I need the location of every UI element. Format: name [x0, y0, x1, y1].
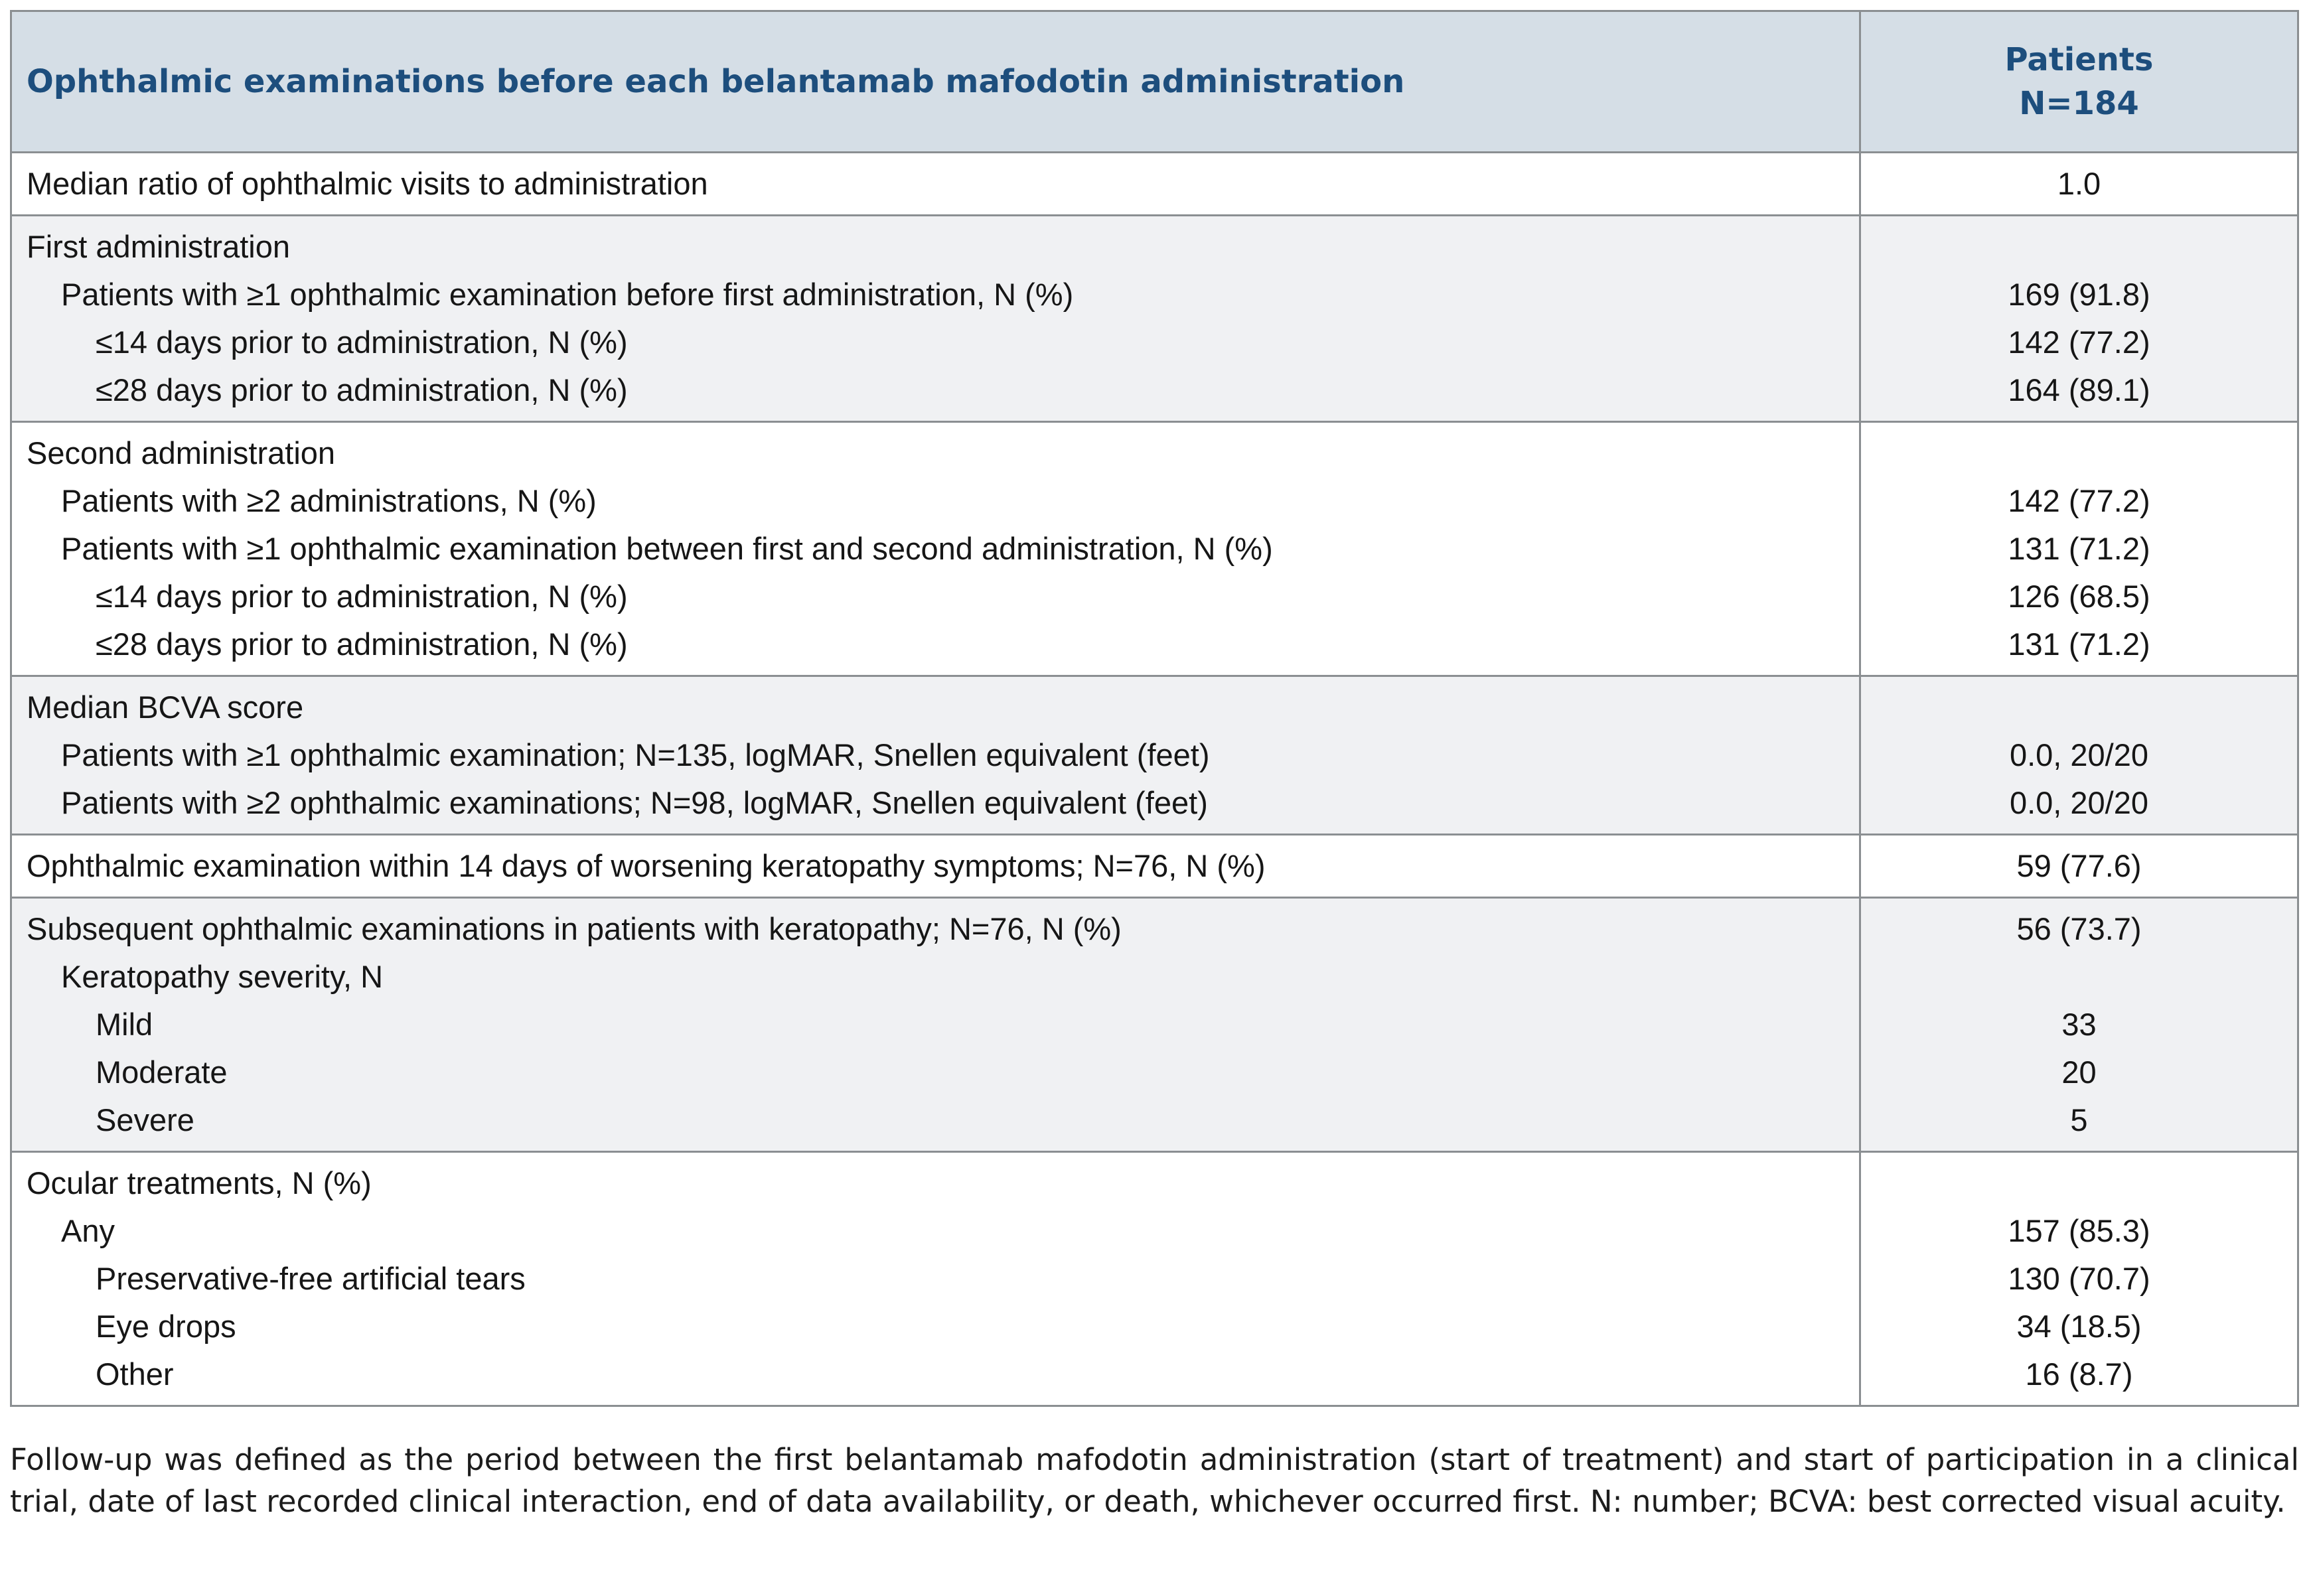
row-label: Other [96, 1356, 174, 1392]
row-label: Patients with ≥1 ophthalmic examination before first administration, N (%) [61, 277, 1074, 312]
section-values [1859, 216, 2297, 421]
row-label: Ophthalmic examination within 14 days of worsening keratopathy symptoms; N=76, N (%) [27, 848, 1266, 883]
section-subsequent-examinations [12, 899, 2297, 1153]
row-label: Median BCVA score [27, 689, 304, 725]
row-label: Patients with ≥1 ophthalmic examination between first and second administration, N (%) [61, 531, 1273, 566]
row-value: 33 [2061, 1007, 2097, 1042]
table-title: Ophthalmic examinations before each belantamab mafodotin administration [27, 63, 1405, 100]
row-label: Moderate [96, 1054, 228, 1090]
row-label: Second administration [27, 435, 336, 471]
row-value: 20 [2061, 1054, 2097, 1090]
patients-column-n: N=184 [2019, 85, 2139, 122]
section-worsening-keratopathy [12, 835, 2297, 899]
row-label: Ocular treatments, N (%) [27, 1165, 372, 1200]
row-value [1861, 684, 2297, 731]
section-values [1859, 1153, 2297, 1405]
row-value: 0.0, 20/20 [2009, 785, 2149, 820]
row-value: 1.0 [2057, 166, 2101, 201]
section-ocular-treatments [12, 1153, 2297, 1405]
section-values [1859, 899, 2297, 1151]
row-label: Mild [96, 1007, 153, 1042]
section-labels [12, 1153, 1859, 1405]
section-values [1859, 423, 2297, 675]
row-value: 0.0, 20/20 [2009, 737, 2149, 772]
ophthalmic-examinations-table [10, 10, 2299, 1407]
row-label: Eye drops [96, 1309, 236, 1344]
section-median-bcva [12, 677, 2297, 835]
section-values [1859, 835, 2297, 897]
table-footnote: Follow-up was defined as the period between the first belantamab mafodotin administration (start of treatment) and start of participation in a clinical trial, date of last recorded clinical interaction, end of data availability, or death, whichever occurred first. N: number; BCVA: best corrected visual acuity. [10, 1442, 2299, 1519]
row-value [1861, 1159, 2297, 1207]
row-value [1861, 953, 2297, 1001]
row-value: 164 (89.1) [2008, 372, 2150, 407]
row-label: ≤28 days prior to administration, N (%) [96, 626, 628, 662]
row-value: 157 (85.3) [2008, 1213, 2150, 1248]
row-label: Preservative-free artificial tears [96, 1261, 526, 1296]
table-header-row [12, 12, 2297, 153]
row-value: 16 (8.7) [2025, 1356, 2133, 1392]
section-labels [12, 899, 1859, 1151]
row-value: 131 (71.2) [2008, 626, 2150, 662]
section-first-administration [12, 216, 2297, 423]
row-value: 126 (68.5) [2008, 579, 2150, 614]
section-values [1859, 677, 2297, 834]
row-value: 142 (77.2) [2008, 483, 2150, 518]
row-label: ≤14 days prior to administration, N (%) [96, 325, 628, 360]
row-label: ≤14 days prior to administration, N (%) [96, 579, 628, 614]
row-label: Patients with ≥2 ophthalmic examinations; N=98, logMAR, Snellen equivalent (feet) [61, 785, 1208, 820]
row-value: 34 (18.5) [2016, 1309, 2142, 1344]
row-label: Subsequent ophthalmic examinations in patients with keratopathy; N=76, N (%) [27, 911, 1122, 946]
row-value [1861, 429, 2297, 477]
row-value: 131 (71.2) [2008, 531, 2150, 566]
row-value: 5 [2070, 1102, 2088, 1137]
section-labels [12, 835, 1859, 897]
patients-column-header: Patients [2004, 41, 2154, 78]
table-header-title-cell [12, 12, 1859, 151]
section-values [1859, 153, 2297, 214]
section-labels [12, 216, 1859, 421]
section-second-administration [12, 423, 2297, 677]
section-median-ratio [12, 153, 2297, 216]
row-label: Severe [96, 1102, 194, 1137]
row-value: 142 (77.2) [2008, 325, 2150, 360]
row-label: First administration [27, 229, 290, 264]
row-label: Patients with ≥1 ophthalmic examination; N=135, logMAR, Snellen equivalent (feet) [61, 737, 1210, 772]
row-value: 59 (77.6) [2016, 848, 2142, 883]
table-header-patients-cell [1859, 12, 2297, 151]
row-label: Keratopathy severity, N [61, 959, 384, 994]
row-value: 56 (73.7) [2016, 911, 2142, 946]
row-value: 130 (70.7) [2008, 1261, 2150, 1296]
row-label: Any [61, 1213, 115, 1248]
row-value [1861, 223, 2297, 271]
row-label: Patients with ≥2 administrations, N (%) [61, 483, 597, 518]
section-labels [12, 677, 1859, 834]
row-label: ≤28 days prior to administration, N (%) [96, 372, 628, 407]
row-label: Median ratio of ophthalmic visits to administration [27, 166, 708, 201]
section-labels [12, 423, 1859, 675]
row-value: 169 (91.8) [2008, 277, 2150, 312]
section-labels [12, 153, 1859, 214]
